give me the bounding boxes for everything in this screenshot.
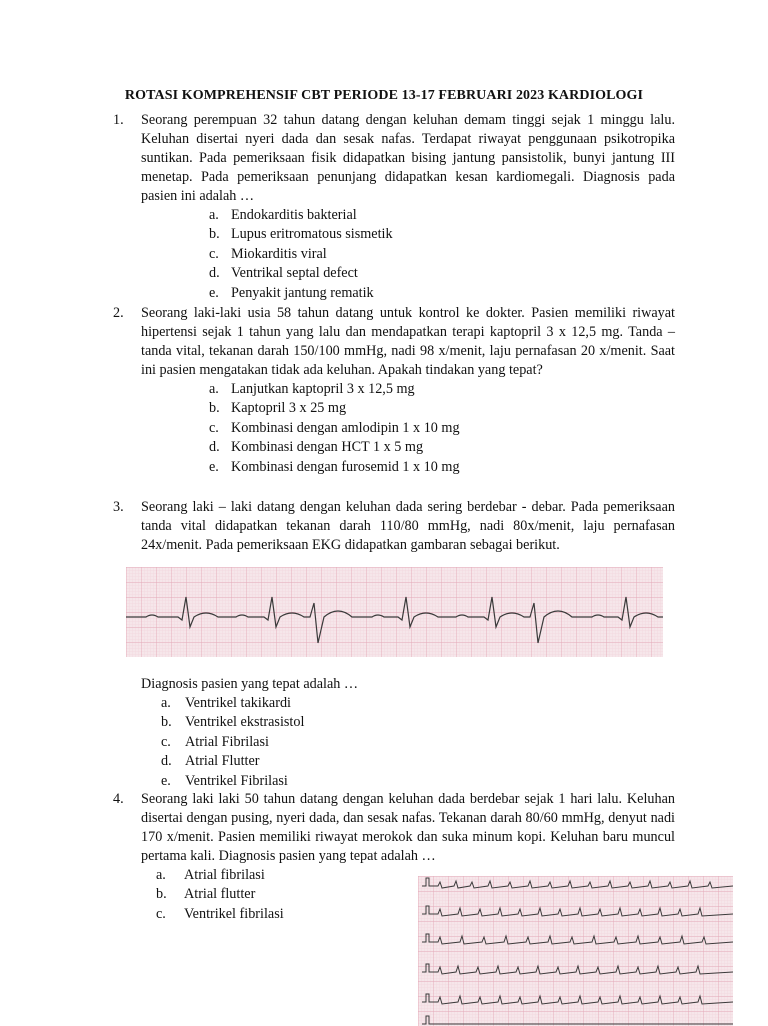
option-d[interactable]: d. Atrial Flutter: [161, 753, 260, 770]
question-2: [113, 304, 675, 477]
options-list: [113, 694, 675, 791]
ecg-12-lead-image: [418, 876, 733, 1026]
option-d[interactable]: d. Ventrikal septal defect: [209, 265, 358, 282]
question-1: [113, 111, 675, 303]
options-list: [113, 206, 675, 303]
option-c[interactable]: c. Kombinasi dengan amlodipin 1 x 10 mg: [209, 419, 460, 436]
question-text: Seorang perempuan 32 tahun datang dengan keluhan demam tinggi sejak 1 minggu lalu. Keluhan disertai nyeri dada dan sesak nafas. Terdapat riwayat penggunaan psikotropika suntikan. Pada pemeriksaan fisik didapatkan bising jantung pansistolik, bunyi jantung III menetap. Pada pemeriksaan penunjang didapatkan kesan kardiomegali. Diagnosis pada pasien ini adalah …: [141, 112, 675, 204]
option-a[interactable]: a. Atrial fibrilasi: [156, 867, 265, 883]
question-text: Seorang laki laki 50 tahun datang dengan keluhan dada berdebar sejak 1 hari lalu. Keluhan disertai dengan pusing, nyeri dada, dan sesak nafas. Tekanan darah 80/60 mmHg, denyut nadi 170 x/menit. Pasien memiliki riwayat merokok dan suka minum kopi. Keluhan baru muncul pertama kali. Diagnosis pasien yang tepat adalah …: [141, 791, 675, 864]
question-number: 1.: [113, 112, 124, 128]
question-number: 4.: [113, 791, 124, 807]
option-b[interactable]: b. Ventrikel ekstrasistol: [161, 714, 305, 731]
option-e[interactable]: e. Kombinasi dengan furosemid 1 x 10 mg: [209, 458, 460, 475]
question-text: Seorang laki-laki usia 58 tahun datang untuk kontrol ke dokter. Pasien memiliki riwayat hipertensi sejak 1 tahun yang lalu dan mendapatkan terapi kaptopril 3 x 12,5 mg. Tanda – tanda vital, tekanan darah 150/100 mmHg, nadi 98 x/menit, laju pernafasan 20 x/menit. Saat ini pasien mengatakan tidak ada keluhan. Apakah tindakan yang tepat?: [141, 305, 675, 378]
option-a[interactable]: a. Ventrikel takikardi: [161, 695, 291, 711]
option-d[interactable]: d. Kombinasi dengan HCT 1 x 5 mg: [209, 439, 424, 456]
page-title: ROTASI KOMPREHENSIF CBT PERIODE 13-17 FEBRUARI 2023 KARDIOLOGI: [124, 88, 644, 103]
question-number: 3.: [113, 499, 124, 515]
option-a[interactable]: a. Lanjutkan kaptopril 3 x 12,5 mg: [209, 381, 415, 397]
ecg-strip-image: [126, 567, 663, 657]
question-number: 2.: [113, 305, 124, 321]
option-b[interactable]: b. Atrial flutter: [156, 886, 256, 903]
question-3: [113, 498, 675, 555]
option-c[interactable]: c. Miokarditis viral: [209, 245, 327, 262]
option-b[interactable]: b. Lupus eritromatous sismetik: [209, 226, 393, 243]
question-3-continued: [113, 675, 675, 791]
option-c[interactable]: c. Ventrikel fibrilasi: [156, 905, 284, 922]
question-prompt: Diagnosis pasien yang tepat adalah …: [141, 676, 359, 692]
options-list: [113, 380, 675, 477]
option-b[interactable]: b. Kaptopril 3 x 25 mg: [209, 400, 347, 417]
option-e[interactable]: e. Penyakit jantung rematik: [209, 284, 374, 301]
option-a[interactable]: a. Endokarditis bakterial: [209, 207, 357, 223]
option-c[interactable]: c. Atrial Fibrilasi: [161, 733, 269, 750]
option-e[interactable]: e. Ventrikel Fibrilasi: [161, 772, 288, 789]
question-text: Seorang laki – laki datang dengan keluhan dada sering berdebar - debar. Pada pemeriksaan tanda vital didapatkan tekanan darah 110/80 mmHg, nadi 80x/menit, laju pernafasan 24x/menit. Pada pemeriksaan EKG didapatkan gambaran sebagai berikut.: [141, 499, 675, 553]
